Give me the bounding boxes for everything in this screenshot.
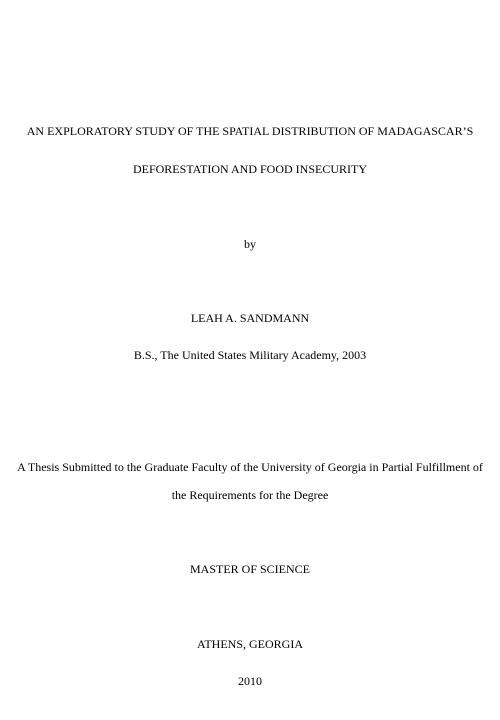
thesis-title-line-1: AN EXPLORATORY STUDY OF THE SPATIAL DISTRIBUTION OF MADAGASCAR’S	[26, 124, 474, 138]
by-label: by	[244, 237, 256, 251]
degree-name: MASTER OF SCIENCE	[189, 562, 311, 576]
submission-statement-line-2: the Requirements for the Degree	[171, 488, 329, 502]
prior-degree: B.S., The United States Military Academy, 2003	[133, 348, 367, 362]
year: 2010	[238, 674, 262, 688]
author-name: LEAH A. SANDMANN	[190, 311, 310, 325]
submission-statement-line-1: A Thesis Submitted to the Graduate Faculty of the University of Georgia in Partial Fulfillment of	[17, 460, 483, 474]
location: ATHENS, GEORGIA	[197, 637, 303, 651]
thesis-title-line-2: DEFORESTATION AND FOOD INSECURITY	[132, 162, 368, 176]
